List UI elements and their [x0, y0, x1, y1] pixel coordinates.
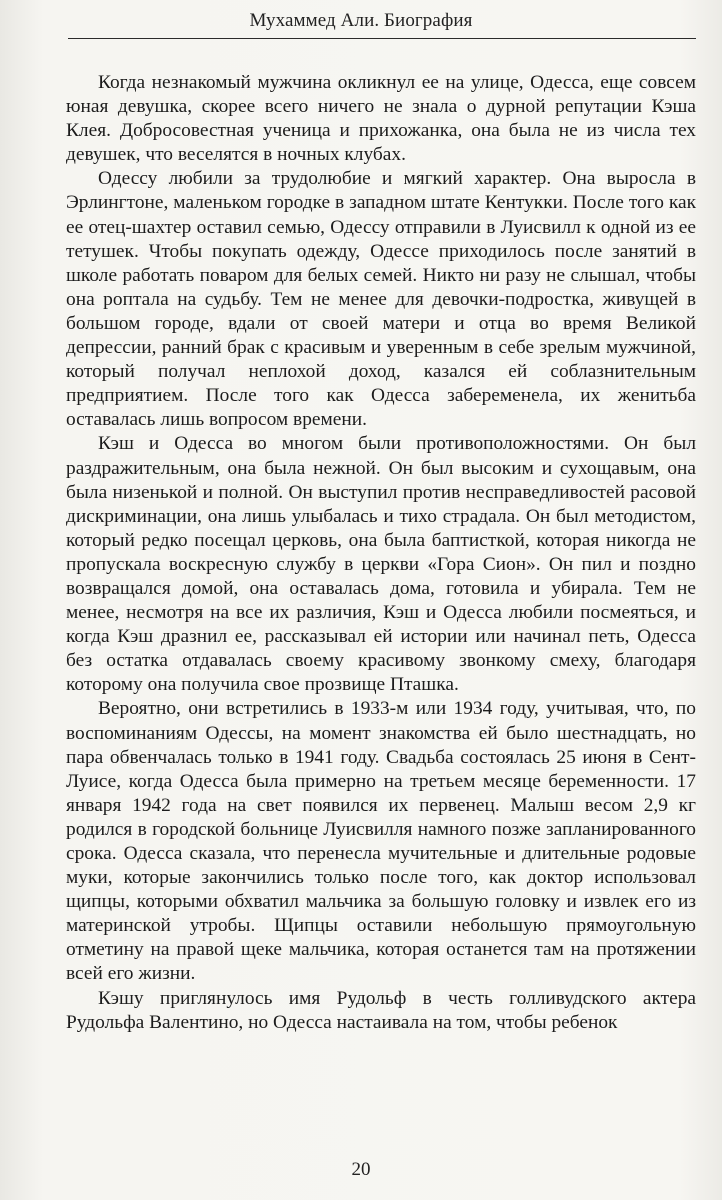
running-title: Мухаммед Али. Биография — [249, 10, 473, 31]
paragraph-3: Кэш и Одесса во многом были противоположностями. Он был раздражительным, она была нежной. Он был высоким и сухощавым, она была низенькой и полной. Он выступил против несправедливостей расовой дискриминации, она лишь улыбалась и тихо страдала. Он был методистом, который редко посещал церковь, она была баптисткой, которая никогда не пропускала воскресную службу в церкви «Гора Сион». Он пил и поздно возвращался домой, она оставалась дома, готовила и убирала. Тем не менее, несмотря на все их различия, Кэш и Одесса любили посмеяться, и когда Кэш дразнил ее, рассказывал ей истории или начинал петь, Одесса без остатка отдавалась своему красивому звонкому смеху, благодаря которому она получила свое прозвище Пташка. — [66, 433, 696, 696]
header-rule — [68, 38, 696, 39]
paragraph-5: Кэшу приглянулось имя Рудольф в честь голливудского актера Рудольфа Валентино, но Одесса настаивала на том, чтобы ребенок — [66, 987, 696, 1033]
paragraph-4: Вероятно, они встретились в 1933-м или 1934 году, учитывая, что, по воспоминаниям Одессы, на момент знакомства ей было шестнадцать, но пара обвенчалась только в 1941 году. Свадьба состоялась 25 июня в Сент-Луисе, когда Одесса была примерно на третьем месяце беременности. 17 января 1942 года на свет появился их первенец. Малыш весом 2,9 кг родился в городской больнице Луисвилля намного позже запланированного срока. Одесса сказала, что перенесла мучительные и длительные родовые муки, которые закончились только после того, как доктор использовал щипцы, которыми обхватил мальчика за большую головку и извлек его из материнской утробы. Щипцы оставили небольшую прямоугольную отметину на правой щеке мальчика, которая останется там на протяжении всей его жизни. — [66, 698, 696, 985]
body-text — [66, 71, 696, 1035]
page-number: 20 — [351, 1159, 371, 1180]
paragraph-2: Одессу любили за трудолюбие и мягкий характер. Она выросла в Эрлингтоне, маленьком городке в западном штате Кентукки. После того как ее отец-шахтер оставил семью, Одессу отправили в Луисвилл к одной из ее тетушек. Чтобы покупать одежду, Одессе приходилось после занятий в школе работать поваром для белых семей. Никто ни разу не слышал, чтобы она роптала на судьбу. Тем не менее для девочки-подростка, живущей в большом городе, вдали от своей матери и отца во время Великой депрессии, ранний брак с красивым и уверенным в себе зрелым мужчиной, который получал неплохой доход, казался ей соблазнительным предприятием. После того как Одесса забеременела, их женитьба оставалась лишь вопросом времени. — [66, 168, 696, 431]
paragraph-1: Когда незнакомый мужчина окликнул ее на улице, Одесса, еще совсем юная девушка, скорее всего ничего не знала о дурной репутации Кэша Клея. Добросовестная ученица и прихожанка, она была не из числа тех девушек, что веселятся в ночных клубах. — [66, 72, 696, 166]
